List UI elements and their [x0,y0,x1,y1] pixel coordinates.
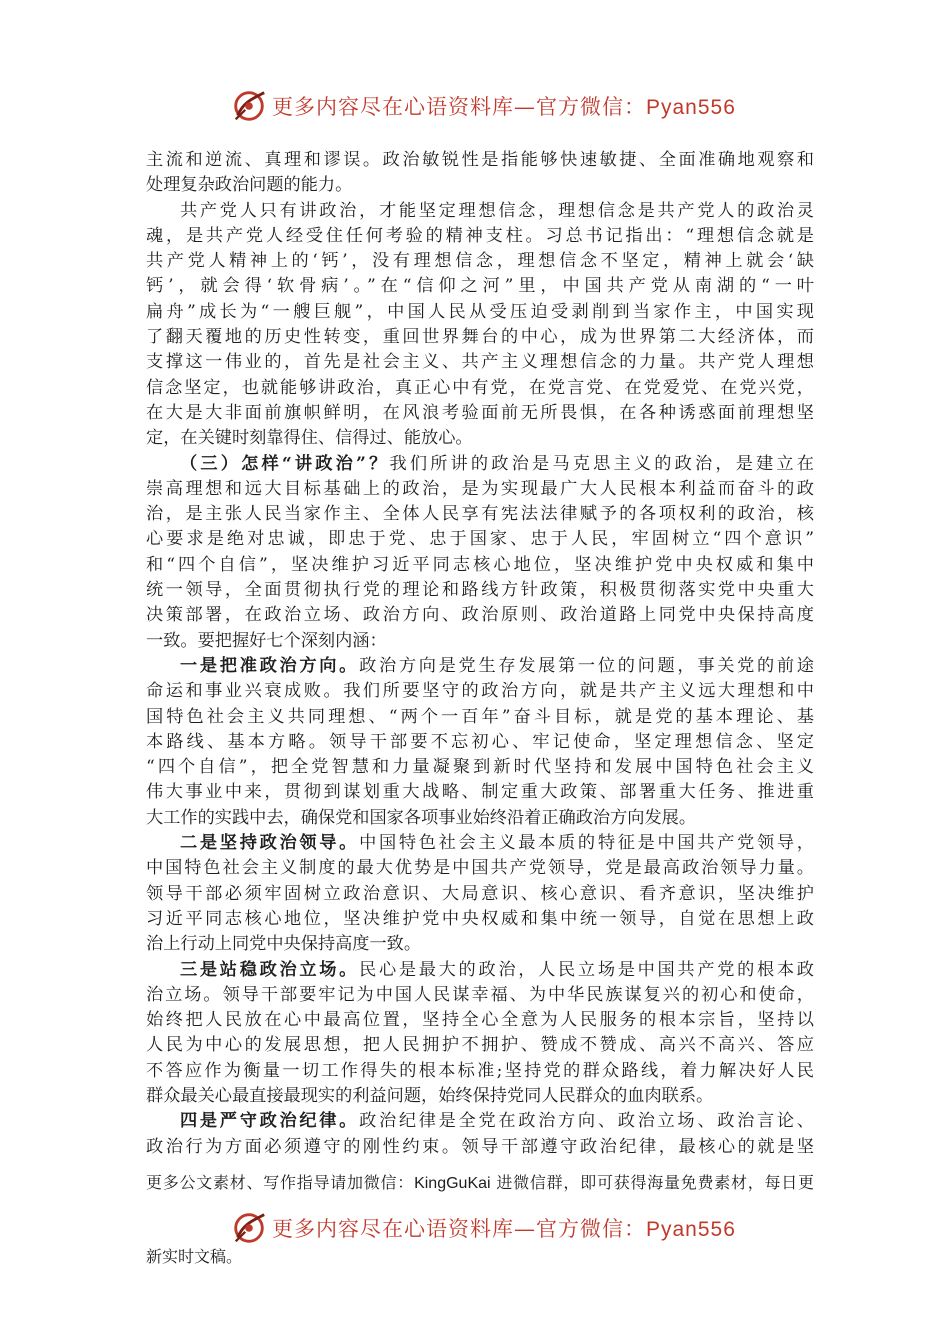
text-line: 在大是大非面前旗帜鲜明，在风浪考验面前无所畏惧，在各种诱惑面前理想坚 [146,402,814,423]
text-line: 支撑这一伟业的，首先是社会主义、共产主义理想信念的力量。共产党人理想 [146,352,814,373]
point-heading: 四是严守政治纪律。 [180,1111,360,1132]
watermark-logo-icon [230,1209,268,1247]
watermark-logo-icon [230,87,268,125]
text-line: 人民为中心的发展思想，把人民拥护不拥护、赞成不赞成、高兴不高兴、答应 [146,1035,814,1056]
text-line: 政治行为方面必须遵守的刚性约束。领导干部遵守政治纪律，最核心的就是坚 [146,1136,814,1157]
paragraph [146,1109,814,1160]
text-line: 中国特色社会主义制度的最大优势是中国共产党领导，党是最高政治领导力量。 [146,858,814,879]
text-line: 魂，是共产党人经受住任何考验的精神支柱。习总书记指出：“理想信念就是 [146,225,814,246]
text-line: 习近平同志核心地位，坚决维护党中央权威和集中统一领导，自觉在思想上政 [146,908,814,929]
text-line: 共产党人精神上的‘钙’，没有理想信念，理想信念不坚定，精神上就会‘缺 [146,251,814,272]
paragraph [146,199,814,452]
text-line: 领导干部必须牢固树立政治意识、大局意识、核心意识、看齐意识，坚决维护 [146,883,814,904]
text-line: “四个自信”，把全党智慧和力量凝聚到新时代坚持和发展中国特色社会主义 [146,757,814,778]
paragraph [146,148,814,199]
footer-promo-line-end: 新实时文稿。 [146,1247,243,1266]
text-line: 处理复杂政治问题的能力。 [146,175,353,196]
text-line: 共产党人只有讲政治，才能坚定理想信念，理想信念是共产党人的政治灵 [180,200,814,221]
text-line: 一致。要把握好七个深刻内涵： [146,630,387,651]
text-line: 大工作的实践中去，确保党和国家各项事业始终沿着正确政治方向发展。 [146,807,697,828]
text-line: 心要求是绝对忠诚，即忠于党、忠于国家、忠于人民，牢固树立“四个意识” [146,529,814,550]
text-line: （三）怎样“讲政治”？我们所讲的政治是马克思主义的政治，是建立在 [180,453,814,474]
text-line: 和“四个自信”，坚决维护习近平同志核心地位，坚决维护党中央权威和集中 [146,554,814,575]
watermark-text: 更多内容尽在心语资料库—官方微信：Pyan556 [272,95,736,119]
text-line: 主流和逆流、真理和谬误。政治敏锐性是指能够快速敏捷、全面准确地观察和 [146,150,814,170]
paragraph [146,452,814,654]
watermark-text: 更多内容尽在心语资料库—官方微信：Pyan556 [272,1217,736,1241]
point-heading: 二是坚持政治领导。 [180,833,360,854]
text-line: 治上行动上同党中央保持高度一致。 [146,934,422,955]
text-line: 了翻天覆地的历史性转变，重回世界舞台的中心，成为世界第二大经济体，而 [146,327,814,348]
paragraph [146,831,814,957]
text-line: 本路线、基本方略。领导干部要不忘初心、牢记使命，坚定理想信念、坚定 [146,731,814,752]
text-line: 二是坚持政治领导。中国特色社会主义最本质的特征是中国共产党领导， [180,833,814,854]
text-line: 决策部署，在政治立场、政治方向、政治原则、政治道路上同党中央保持高度 [146,605,814,626]
text-line: 三是站稳政治立场。民心是最大的政治，人民立场是中国共产党的根本政 [180,959,814,980]
document-body [146,148,814,1160]
section-heading: （三）怎样“讲政治”？ [180,453,390,474]
watermark-banner-top [230,86,736,126]
text-line: 钙’，就会得‘软骨病’。”在“信仰之河”里，中国共产党从南湖的“一叶 [146,276,814,297]
point-heading: 三是站稳政治立场。 [180,959,360,980]
text-line: 群众最关心最直接最现实的利益问题，始终保持党同人民群众的血肉联系。 [146,1085,714,1106]
text-line: 国特色社会主义共同理想、“两个一百年”奋斗目标，就是党的基本理论、基 [146,706,814,727]
text-line: 伟大事业中来，贯彻到谋划重大战略、制定重大政策、部署重大任务、推进重 [146,782,814,803]
text-line: 治立场。领导干部要牢记为中国人民谋幸福、为中华民族谋复兴的初心和使命， [146,984,814,1005]
text-line: 治，是主张人民当家作主、全体人民享有宪法法律赋予的各项权利的政治，核 [146,504,814,525]
paragraph [146,654,814,831]
text-line: 定，在关键时刻靠得住、信得过、能放心。 [146,428,473,449]
watermark-banner-bottom [230,1208,736,1248]
text-line: 一是把准政治方向。政治方向是党生存发展第一位的问题，事关党的前途 [180,655,814,676]
footer-promo-line: 更多公文素材、写作指导请加微信：KingGuKai 进微信群，即可获得海量免费素材，每日更 [146,1173,814,1192]
text-line: 不答应作为衡量一切工作得失的根本标准;坚持党的群众路线，着力解决好人民 [146,1060,814,1081]
text-line: 扁舟”成长为“一艘巨舰”，中国人民从受压迫受剥削到当家作主，中国实现 [146,301,814,322]
point-heading: 一是把准政治方向。 [180,655,360,676]
text-line: 命运和事业兴衰成败。我们所要坚守的政治方向，就是共产主义远大理想和中 [146,681,814,702]
text-line: 崇高理想和远大目标基础上的政治，是为实现最广大人民根本利益而奋斗的政 [146,478,814,499]
text-line: 始终把人民放在心中最高位置，坚持全心全意为人民服务的根本宗旨，坚持以 [146,1010,814,1031]
text-line: 统一领导，全面贯彻执行党的理论和路线方针政策，积极贯彻落实党中央重大 [146,580,814,601]
paragraph [146,958,814,1110]
text-line: 信念坚定，也就能够讲政治，真正心中有党，在党言党、在党爱党、在党兴党， [146,377,814,398]
text-line: 四是严守政治纪律。政治纪律是全党在政治方向、政治立场、政治言论、 [180,1111,814,1132]
